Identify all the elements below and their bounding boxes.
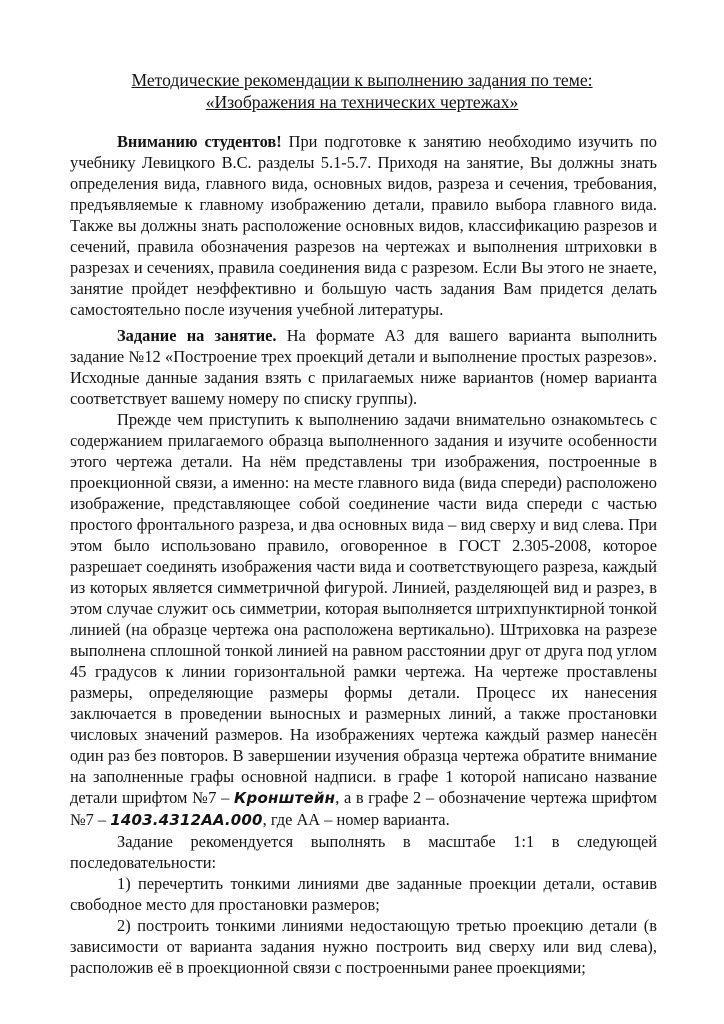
paragraph-assignment bbox=[70, 325, 657, 409]
document-body bbox=[70, 131, 657, 978]
assignment-text: На формате А3 для вашего варианта выполнить задание №12 «Построение трех проекций детали и выполнение простых разрезов». Исходные данные задания взять с прилагаемых ниже вариантов (номер варианта соответствует вашему номеру по списку группы). bbox=[70, 326, 657, 408]
sample-text-b: , а в графе 2 – обозначение чертежа шрифтом №7 – bbox=[70, 788, 658, 829]
sample-text-a: Прежде чем приступить к выполнению задачи внимательно ознакомьтесь с содержанием прилагаемого образца выполненного задания и изучите особенности этого чертежа детали. На нём представлены три изображения, построенные в проекционной связи, а именно: на месте главного вида (вида спереди) расположено изображение, представляющее собой соединение части вида спереди с частью простого фронтального разреза, и два основных вида – вид сверху и вид слева. При этом было использовано правило, оговоренное в ГОСТ 2.305-2008, которое разрешает соединять изображения части вида и соответствующего разреза, каждый из которых является симметричной фигурой. Линией, разделяющей вид и разрез, в этом случае служит ось симметрии, которая выполняется штрихпунктирной тонкой линией (на образце чертежа она расположена вертикально). Штриховка на разрезе выполнена сплошной тонкой линией на равном расстоянии друг от друга под углом 45 градусов к линии горизонтальной рамки чертежа. На чертеже проставлены размеры, определяющие размеры формы детали. Процесс их нанесения заключается в проведении выносных и размерных линий, а также простановки числовых значений размеров. На изображениях чертежа каждый размер нанесён один раз без повторов. В завершении изучения образца чертежа обратите внимание на заполненные графы основной надписи. в графе 1 которой написано название детали шрифтом №7 – bbox=[70, 410, 657, 807]
title-line-2: «Изображения на технических чертежах» bbox=[205, 92, 519, 112]
assignment-heading: Задание на занятие. bbox=[117, 326, 277, 345]
document-title bbox=[60, 69, 664, 113]
attention-heading: Вниманию студентов! bbox=[117, 132, 282, 151]
title-line-1: Методические рекомендации к выполнению задания по теме: bbox=[131, 70, 593, 90]
paragraph-attention bbox=[70, 131, 657, 320]
sample-text-c: , где АА – номер варианта. bbox=[262, 810, 450, 829]
drawing-code-sample: 1403.4312АА.000 bbox=[110, 811, 263, 829]
paragraph-order: Задание рекомендуется выполнять в масштабе 1:1 в следующей последовательности: bbox=[70, 832, 657, 872]
attention-text: При подготовке к занятию необходимо изучить по учебнику Левицкого В.С. разделы 5.1-5.7. Приходя на занятие, Вы должны знать определения вида, главного вида, основных видов, разреза и сечения, требования, предъявляемые к главному изображению детали, правило выбора главного вида. Также вы должны знать расположение основных видов, классификацию разрезов и сечений, правила обозначения разрезов на чертежах и выполнения штриховки в разрезах и сечениях, правила соединения вида с разрезом. Если Вы этого не знаете, занятие пройдет неэффективно и большую часть задания Вам придется делать самостоятельно после изучения учебной литературы. bbox=[70, 132, 657, 319]
step-1: 1) перечертить тонкими линиями две заданные проекции детали, оставив свободное место для простановки размеров; bbox=[70, 874, 657, 914]
paragraph-sample-study bbox=[70, 409, 657, 831]
step-2: 2) построить тонкими линиями недостающую третью проекцию детали (в зависимости от варианта задания нужно построить вид сверху или вид слева), расположив её в проекционной связи с построенными ранее проекциями; bbox=[70, 916, 657, 977]
part-name-sample: Кронштейн bbox=[234, 789, 336, 807]
